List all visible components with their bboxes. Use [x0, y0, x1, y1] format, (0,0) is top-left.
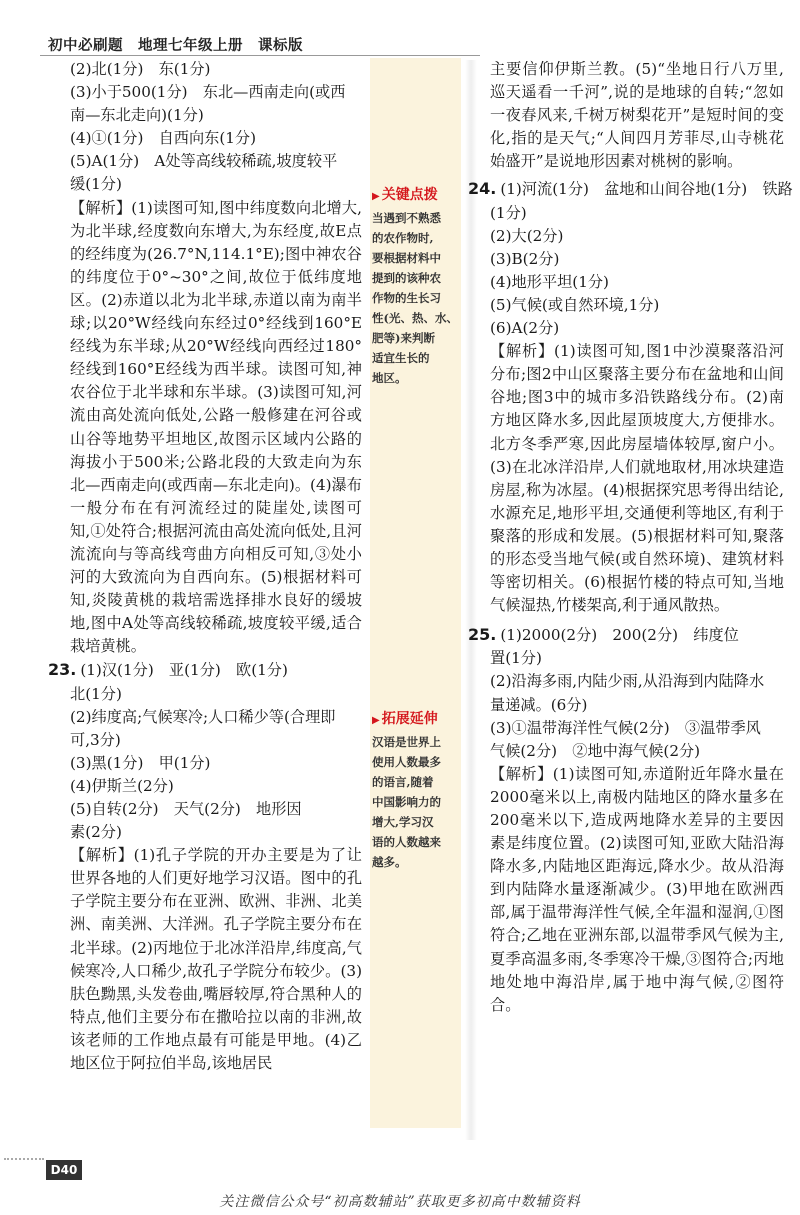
sidebar-line: 肥等)来判断	[372, 331, 435, 345]
answer-line: (5)A(1分) A处等高线较稀疏,坡度较平	[70, 152, 338, 171]
sidebar-line: 当遇到不熟悉	[372, 211, 441, 225]
analysis-q22: 【解析】(1)读图可知,图中纬度数向北增大,为北半球,经度数向东增大,为东经度,故E点的经纬度为(26.7°N,114.1°E);图中神农谷的纬度位于0°~30°之间,故位于低纬度地区。(2)赤道以北为北半球,赤道以南为南半球;以20°W经线向东经过0°经线到160°E经线为东半球;从20°W经线向西经过180°经线到160°E经线为西半球。读图可知,神农谷位于北半球和东半球。(3)读图可知,河流由高处流向低处,公路一般修建在河谷或山谷等地势平坦地区,故图示区域内公路的海拔小于500米;公路北段的大致走向为东北—西南走向(或西南—东北走向)。(4)瀑布一般分布在有河流经过的陡崖处,读图可知,①处符合;根据河流由高处流向低处,且河流流向与等高线弯曲方向相反可知,③处小河的大致流向为自西向东。(5)根据材料可知,炎陵黄桃的栽培需选择排水良好的缓坡地,图中A处等高线较稀疏,坡度较平缓,适合栽培黄桃。	[70, 198, 362, 656]
answer-line: (4)伊斯兰(2分)	[70, 776, 174, 795]
triangle-icon: ▶	[372, 191, 380, 202]
answer-line: (3)黑(1分) 甲(1分)	[70, 753, 211, 772]
triangle-icon: ▶	[372, 715, 380, 726]
answer-line: (2)大(2分)	[490, 226, 564, 245]
sidebar-line: 越多。	[372, 855, 407, 869]
sidebar-line: 提到的该种农	[372, 271, 441, 285]
answer-line: (2)纬度高;气候寒冷;人口稀少等(合理即	[70, 707, 336, 726]
answer-line: (3)小于500(1分) 东北—西南走向(或西	[70, 83, 346, 102]
question-number: 25.	[468, 625, 497, 645]
extension-text	[372, 732, 460, 872]
page-number: D40	[46, 1160, 82, 1180]
running-header: 初中必刷题 地理七年级上册 课标版	[48, 38, 303, 54]
page-fold-shadow	[465, 60, 477, 1140]
question-23-first-line	[48, 658, 362, 682]
question-number: 23.	[48, 660, 77, 680]
question-24-first-line	[468, 177, 793, 201]
analysis-q25: 【解析】(1)读图可知,赤道附近年降水量在2000毫米以上,南极内陆地区的降水量多在200毫米以下,造成两地降水差异的主要因素是纬度位置。(2)读图可知,亚欧大陆沿海降水多,内陆地区距海远,降水少。故从沿海到内陆降水量逐渐减少。(3)甲地在欧洲西部,属于温带海洋性气候,全年温和湿润,①图符合;乙地在亚洲东部,以温带季风气候为主,夏季高温多雨,冬季寒冷干燥,③图符合;丙地地处地中海沿岸,属于地中海气候,②图符合。	[490, 764, 784, 1014]
answer-line: (1)河流(1分) 盆地和山间谷地(1分) 铁路	[500, 180, 793, 199]
corner-dotted-mark	[4, 1158, 44, 1190]
sidebar-line: 汉语是世界上	[372, 735, 441, 749]
analysis-q24: 【解析】(1)读图可知,图1中沙漠聚落沿河分布;图2中山区聚落主要分布在盆地和山间谷地;图3中的城市多沿铁路线分布。(2)南方地区降水多,因此屋顶坡度大,方便排水。北方冬季严寒,因此房屋墙体较厚,窗户小。(3)在北冰洋沿岸,人们就地取材,用冰块建造房屋,称为冰屋。(4)根据探究思考得出结论,水源充足,地形平坦,交通便利等地区,有利于聚落的形成和发展。(5)根据材料可知,聚落的形态受当地气候(或自然环境)、建筑材料等密切相关。(6)根据竹楼的特点可知,当地气候湿热,竹楼架高,利于通风散热。	[490, 342, 784, 615]
answer-line: 气候(2分) ②地中海气候(2分)	[490, 741, 701, 760]
answer-line: (4)①(1分) 自西向东(1分)	[70, 129, 257, 148]
answer-line: 北(1分)	[70, 684, 122, 703]
answer-line: (5)气候(或自然环境,1分)	[490, 295, 660, 314]
sidebar-line: 的农作物时,	[372, 231, 434, 245]
sidebar-line: 地区。	[372, 371, 407, 385]
footer-note: 关注微信公众号“初高数辅站”获取更多初高中数辅资料	[219, 1194, 581, 1210]
sidebar-line: 增大,学习汉	[372, 815, 434, 829]
question-25-first-line	[468, 623, 784, 647]
answer-line: (4)地形平坦(1分)	[490, 272, 609, 291]
answer-line: (6)A(2分)	[490, 319, 560, 338]
sidebar-line: 要根据材料中	[372, 251, 441, 265]
answer-line: (5)自转(2分) 天气(2分) 地形因	[70, 800, 302, 818]
answer-line: (2)北(1分) 东(1分)	[70, 60, 211, 78]
sidebar-line: 语的人数越来	[372, 835, 441, 849]
answer-line: (3)①温带海洋性气候(2分) ③温带季风	[490, 718, 761, 737]
question-number: 24.	[468, 179, 497, 199]
answer-line: 素(2分)	[70, 823, 122, 842]
analysis-q23: 【解析】(1)孔子学院的开办主要是为了让世界各地的人们更好地学习汉语。图中的孔子学院主要分布在亚洲、欧洲、非洲、北美洲、南美洲、大洋洲。孔子学院主要分布在北半球。(2)丙地位于北冰洋沿岸,纬度高,气候寒冷,人口稀少,故孔子学院分布较少。(3)肤色黝黑,头发卷曲,嘴唇较厚,符合黑种人的特点,他们主要分布在撒哈拉以南的非洲,故该老师的工作地点最有可能是甲地。(4)乙地区位于阿拉伯半岛,该地居民	[70, 846, 362, 1073]
sidebar-line: 性(光、热、水、	[372, 311, 458, 325]
sidebar-line: 使用人数最多	[372, 755, 441, 769]
key-points-box	[372, 184, 460, 388]
analysis-q23-continued: 主要信仰伊斯兰教。(5)“坐地日行八万里,巡天遥看一千河”,说的是地球的自转;“忽如一夜春风来,千树万树梨花开”是短时间的变化,指的是天气;“人间四月芳菲尽,山寺桃花始盛开”是说地形因素对桃树的影响。	[490, 60, 784, 171]
answer-line: (3)B(2分)	[490, 249, 560, 268]
left-column	[48, 58, 362, 1075]
right-column	[468, 58, 793, 1017]
answer-line: 置(1分)	[490, 649, 542, 668]
answer-line: (1)汉(1分) 亚(1分) 欧(1分)	[80, 661, 288, 680]
answer-line: 南—东北走向)(1分)	[70, 106, 204, 125]
key-points-text	[372, 208, 460, 388]
sidebar-line: 的语言,随着	[372, 775, 434, 789]
sidebar-line: 作物的生长习	[372, 291, 441, 305]
answer-line: (1分)	[490, 203, 527, 222]
answer-line: (2)沿海多雨,内陆少雨,从沿海到内陆降水	[490, 672, 765, 691]
sidebar-line: 适宜生长的	[372, 351, 430, 365]
answer-line: 量递减。(6分)	[490, 695, 588, 714]
key-points-title: ▶ 关键点拨	[372, 187, 438, 203]
answer-line: 可,3分)	[70, 730, 121, 749]
sidebar-line: 中国影响力的	[372, 795, 441, 809]
answer-line: 缓(1分)	[70, 175, 122, 194]
header-rule	[40, 55, 480, 56]
extension-title: ▶ 拓展延伸	[372, 711, 438, 727]
extension-box	[372, 708, 460, 872]
answer-line: (1)2000(2分) 200(2分) 纬度位	[500, 626, 739, 645]
